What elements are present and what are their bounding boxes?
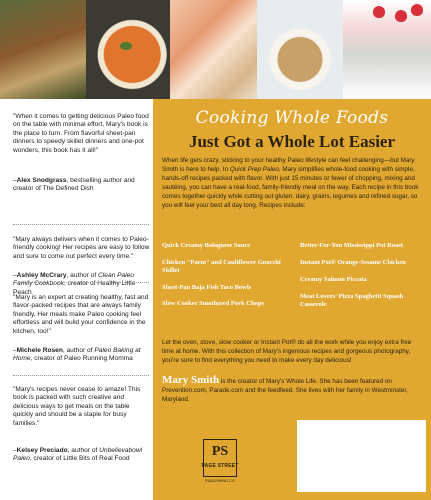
recipe-item: Better-For-You Mississippi Pot Roast xyxy=(300,242,403,249)
testimonial-author: Ashley McCrary xyxy=(16,272,67,279)
intro-paragraph xyxy=(162,157,424,210)
outro-paragraph: Let the oven, stove, slow cooker or Instant Pot® do all the work while you enjoy extra free time at home. With this collection of Mary's ingenious recipes and gorgeous photography, you're sure to find everything you need to make every day delicious! xyxy=(162,339,412,364)
script-heading: Cooking Whole Foods xyxy=(195,108,389,128)
testimonial-role: , creator of Little Bits of Real Food xyxy=(29,455,130,463)
strawberry-icon xyxy=(373,6,385,18)
testimonial-author: Michele Rosen xyxy=(16,347,63,354)
recipe-item: Meat Lovers' Pizza Spaghetti Squash Casserole xyxy=(300,293,404,308)
testimonial-author: Kelsey Preciado xyxy=(16,447,68,454)
strawberry-icon xyxy=(411,4,423,16)
photo-salmon-fillets xyxy=(170,0,257,99)
publisher-logo xyxy=(203,439,237,491)
testimonial-book: Paleo Baking at Home xyxy=(13,347,141,363)
photo-soup-bowl xyxy=(257,0,343,99)
testimonial-text: "Mary is an expert at creating healthy, fast and flavor-packed recipes that are always family friendly. Her meals make Paleo cooking feel effortless and will build your confidence in the kitchen, too!" xyxy=(13,294,149,335)
testimonial-attribution: –Alex Snodgrass, bestselling author and creator of The Defined Dish xyxy=(13,177,135,193)
author-name: Mary Smith xyxy=(162,374,220,386)
testimonial-role: , creator of Paleo Running Momma xyxy=(30,355,133,363)
divider xyxy=(13,282,149,283)
intro-text-continued: , Mary simplifies whole-food cooking with simple, hands-off recipes packed with flavor. With just 15 minutes or fewer of chopping, mixing and sautéing, you can have a real-food, family-friendly meal on the way. Each recipe in this book comes together quickly while cutting out gluten, dairy, grains, legumes and refined sugar, so you will feel your best all day long. Recipes include: xyxy=(162,165,419,209)
recipe-item: Chicken "Parm" and Cauliflower Gnocchi Skillet xyxy=(162,259,281,274)
strawberry-icon xyxy=(395,10,407,22)
recipe-item: Sheet-Pan Baja Fish Taco Bowls xyxy=(162,284,252,291)
publisher-name: PAGE STREET xyxy=(201,463,239,469)
testimonial-attribution: –Ashley McCrary, author of Clean Paleo Family Cookbook, creator of Healthy Little Peach xyxy=(13,272,136,296)
testimonial-role-prefix: , author of xyxy=(62,347,95,354)
testimonials-column xyxy=(0,99,153,500)
testimonial-role: , creator of Healthy Little Peach xyxy=(13,280,136,296)
testimonial-role: , bestselling author and creator of The Defined Dish xyxy=(13,177,135,193)
divider xyxy=(13,375,149,376)
logo-monogram: PS xyxy=(211,444,229,459)
author-bio xyxy=(162,376,424,405)
testimonial-role-prefix: , author of xyxy=(67,447,100,454)
testimonial-attribution: –Michele Rosen, author of Paleo Baking at Home, creator of Paleo Running Momma xyxy=(13,347,141,363)
recipe-list xyxy=(162,242,426,332)
recipe-item: Slow Cooker Smothered Pork Chops xyxy=(162,300,264,307)
recipe-item: Creamy Salmon Piccata xyxy=(300,276,367,283)
testimonial-attribution: –Kelsey Preciado, author of Unbelievabowl Paleo, creator of Little Bits of Real Food xyxy=(13,447,143,463)
recipe-item: Instant Pot® Orange-Sesame Chicken xyxy=(300,259,406,266)
testimonial-text: "Mary always delivers when it comes to Paleo-friendly cooking! Her recipes are easy to follow and sure to come out perfect every time." xyxy=(13,236,150,260)
recipe-item: Quick Creamy Bolognese Sauce xyxy=(162,242,251,249)
testimonial-text: "Mary's recipes never cease to amaze! This book is packed with such creative and delicious ways to get meals on the table quickly and should be a staple for busy families." xyxy=(13,386,141,427)
testimonial-book: Clean Paleo Family Cookbook xyxy=(13,272,134,288)
basil-leaf-icon xyxy=(120,42,132,50)
intro-text: When life gets crazy, sticking to your healthy Paleo lifestyle can feel challenging—but Mary Smith is here to help. In xyxy=(162,157,415,173)
food-photo-strip xyxy=(0,0,431,99)
testimonial-book: Unbelievabowl Paleo xyxy=(13,447,143,463)
testimonial-role-prefix: , author of xyxy=(66,272,99,279)
barcode-area xyxy=(297,420,426,492)
description-panel xyxy=(153,99,431,500)
author-bio-text: is the creator of Mary's Whole Life. She has been featured on Prevention.com, Parade.com and the feedfeed. She lives with her family in Westminster, Maryland. xyxy=(162,378,408,403)
testimonial-author: Alex Snodgrass xyxy=(16,177,67,184)
photo-chia-pudding xyxy=(343,0,431,99)
photo-tomato-soup xyxy=(86,0,170,99)
headline: Just Got a Whole Lot Easier xyxy=(188,132,396,151)
divider xyxy=(13,224,149,225)
photo-grilled-chicken xyxy=(0,0,86,99)
testimonial-text: "When it comes to getting delicious Paleo food on the table with minimal effort, Mary's book is the place to turn. From flavorful sheet-pan dinners to speedy skillet dinners and one-pot wonders, this book has it all!" xyxy=(13,113,149,154)
intro-book-title: Quick Prep Paleo xyxy=(229,165,279,173)
publisher-subname: PUBLISHING CO xyxy=(205,479,235,483)
